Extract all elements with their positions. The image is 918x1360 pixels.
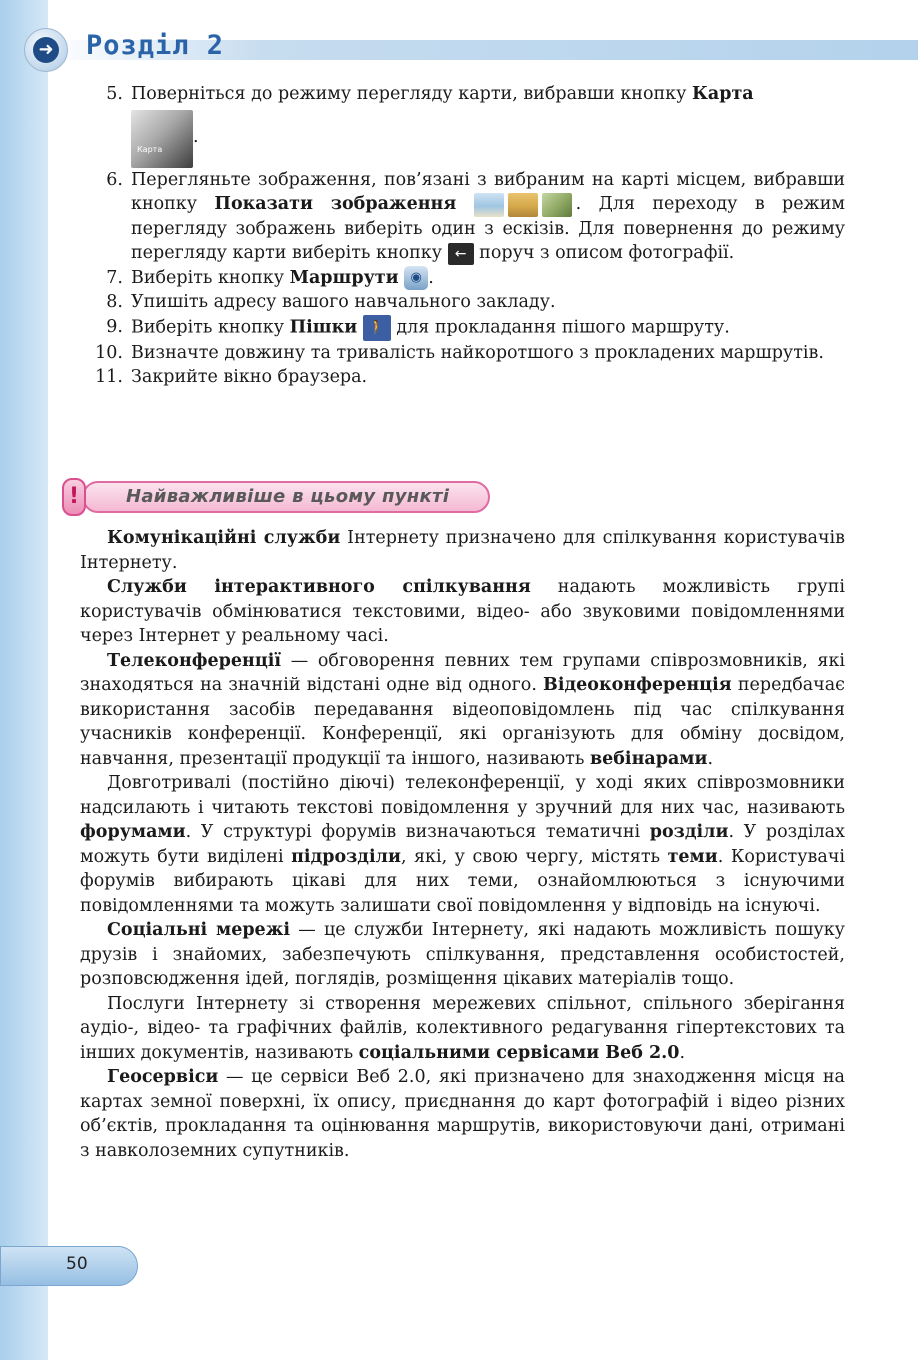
text-run: Виберіть кнопку [131, 317, 290, 337]
bold-term: теми [667, 846, 718, 867]
left-sidebar-band [0, 0, 48, 1360]
nav-arrow-button[interactable] [24, 28, 68, 72]
step-item [80, 290, 845, 315]
steps-list [80, 82, 845, 390]
text-run: Закрийте вікно браузера. [131, 367, 368, 387]
bold-term: Телеконференції [107, 650, 282, 671]
step-number: 6. [106, 169, 123, 190]
summary-paragraph [80, 649, 845, 772]
summary-text [80, 526, 845, 1163]
step-number: 7. [106, 267, 123, 288]
step-number: 10. [95, 342, 123, 363]
summary-banner [62, 478, 492, 516]
summary-paragraph [80, 526, 845, 575]
text-run: . [193, 126, 199, 147]
summary-paragraph [80, 771, 845, 918]
text-run: — обговорення певних тем групами співрозмовників, які знаходяться на значній відстані одне від одного. [80, 650, 845, 695]
photo-thumbnail-icon[interactable] [508, 193, 538, 217]
summary-paragraph [80, 992, 845, 1066]
summary-paragraph [80, 918, 845, 992]
exclamation-icon: ! [62, 478, 86, 516]
step-item [80, 365, 845, 390]
bold-term: Відеоконференція [543, 675, 732, 695]
bold-term: підрозділи [291, 846, 401, 867]
step-number: 11. [95, 367, 123, 387]
step-item [80, 341, 845, 366]
text-run: . Користувачі форумів вибирають цікаві для них теми, ознайомлюються з існуючими повідомленнями та можуть залишати свої повідомлення у відповідь на існуючі. [80, 846, 845, 916]
text-run: передбачає використання засобів передавання відеоповідомлень під час спілкування учасників конференції. Конференції, які організують для обміну досвідом, навчання, презентації продукції та іншого, називають [80, 675, 845, 769]
text-run: Упишіть адресу вашого навчального закладу. [131, 292, 556, 312]
text-run: . У структурі форумів визначаються тематичні [185, 822, 650, 842]
photo-thumbnail-icon[interactable] [542, 193, 572, 217]
routes-icon[interactable]: ◉ [404, 266, 428, 290]
summary-paragraph [80, 575, 845, 649]
step-item [80, 315, 845, 341]
text-run: — це сервіси Веб 2.0, які призначено для знаходження місця на картах земної поверхні, їх опису, приєднання до карт фотографій і відео різних об’єктів, прокладання та оцінювання маршрутів, використовуючи дані, отримані з навколоземних супутників. [80, 1067, 845, 1161]
text-run: . Для переходу в режим перегляду зображень виберіть один з ескізів. Для повернення до режиму перегляду карти виберіть кнопку [131, 194, 845, 263]
text-run: , які, у свою чергу, містять [400, 846, 668, 867]
text-run: Послуги Інтернету зі створення мережевих спільнот, спільного зберігання аудіо-, відео- та графічних файлів, колективного редагування гіпертекстових та інших документів, називають [80, 993, 845, 1063]
text-run: . [707, 748, 714, 769]
step-item [80, 266, 845, 291]
bold-term: вебінарами [589, 748, 708, 769]
step-number: 8. [106, 292, 123, 312]
text-run: Перегляньте зображення, пов’язані з вибраним на карті місцем, вибравши кнопку [131, 169, 845, 214]
bold-term: Карта [691, 84, 754, 104]
step-item [80, 82, 845, 168]
step-number: 9. [106, 316, 123, 337]
text-run: Інтернету призначено для спілкування користувачів Інтернету. [80, 528, 845, 573]
bold-term: розділи [649, 822, 729, 842]
bold-term: Геосервіси [107, 1067, 219, 1087]
text-run: Визначте довжину та тривалість найкоротшого з прокладених маршрутів. [131, 342, 824, 363]
text-run: . [428, 267, 434, 288]
walk-icon[interactable]: 🚶 [363, 315, 391, 341]
bold-term: форумами [80, 822, 186, 842]
bold-term: Показати зображення [214, 194, 457, 214]
map-button-icon[interactable] [131, 110, 193, 168]
text-run: поруч з описом фотографії. [473, 243, 735, 263]
bold-term: Пішки [289, 317, 358, 337]
section-title: Розділ 2 [86, 30, 225, 61]
map-button-label: Карта [137, 145, 163, 154]
text-run: . [679, 1042, 686, 1063]
page-number: 50 [66, 1254, 88, 1274]
bold-term: соціальними сервісами Веб 2.0 [358, 1042, 680, 1063]
text-run: надають можливість групі користувачів обмінюватися текстовими, відео- або звуковими повідомленнями через Інтернет у реальному часі. [80, 577, 845, 646]
bold-term: Служби інтерактивного спілкування [107, 577, 531, 597]
summary-banner-title: Найважливіше в цьому пункті [126, 486, 450, 507]
bold-term: Маршрути [289, 267, 399, 288]
text-run: для прокладання пішого маршруту. [390, 317, 730, 337]
text-run: — це служби Інтернету, які надають можливість пошуку друзів і знайомих, забезпечують спілкування, представлення особистостей, розповсюдження ідей, поглядів, розміщення цікавих матеріалів тощо. [80, 920, 845, 989]
step-item [80, 168, 845, 266]
text-run: . У розділах можуть бути виділені [80, 822, 845, 867]
bold-term: Комунікаційні служби [107, 528, 341, 548]
step-number: 5. [106, 84, 123, 104]
summary-paragraph [80, 1065, 845, 1163]
text-run: Виберіть кнопку [131, 267, 290, 288]
text-run: Довготривалі (постійно діючі) телеконференції, у ході яких співрозмовники надсилають і читають текстові повідомлення у зручний для них час, називають [80, 773, 845, 818]
text-run: Поверніться до режиму перегляду карти, вибравши кнопку [131, 84, 692, 104]
back-arrow-icon[interactable]: ← [448, 243, 474, 265]
text-run [357, 317, 363, 337]
photo-thumbnail-icon[interactable] [474, 193, 504, 217]
bold-term: Соціальні мережі [107, 920, 291, 940]
text-run [456, 194, 473, 214]
arrow-right-icon: ➜ [33, 37, 59, 63]
